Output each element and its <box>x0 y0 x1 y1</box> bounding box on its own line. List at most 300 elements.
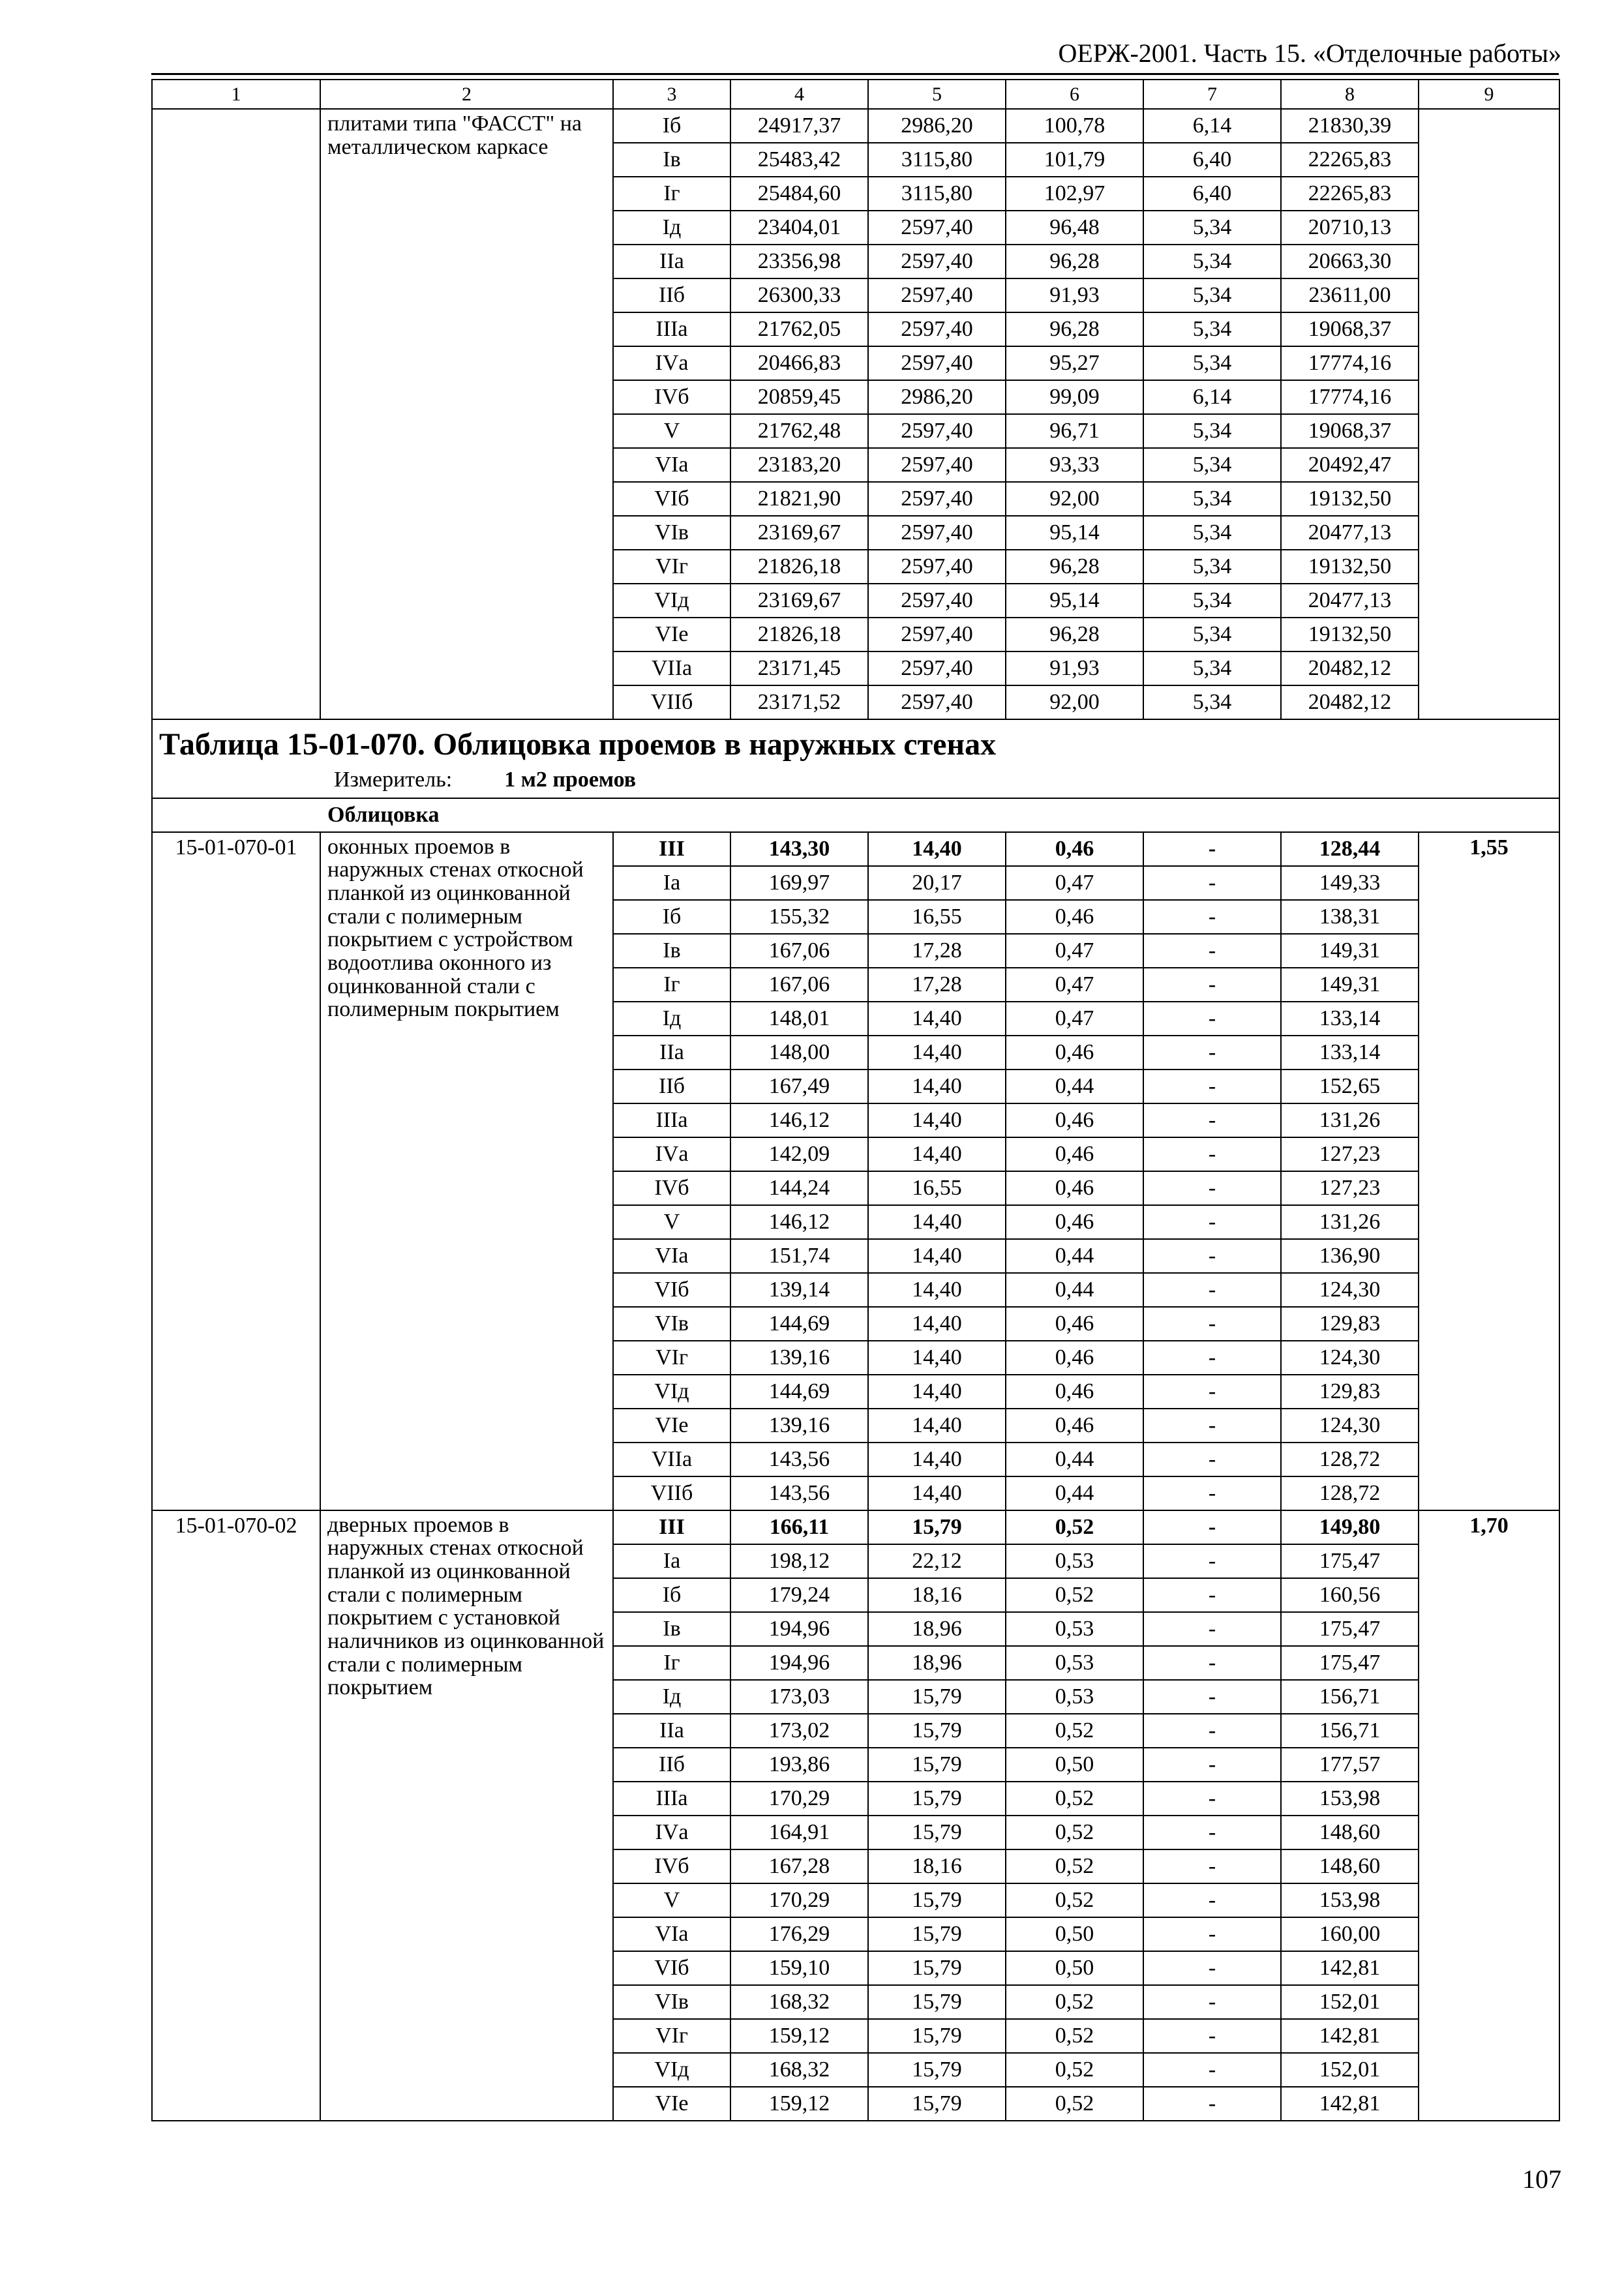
zone-cell: Iв <box>613 143 730 177</box>
zone-cell: VIIа <box>613 651 730 685</box>
wages-cell: 15,79 <box>868 1714 1006 1748</box>
wages-cell: 14,40 <box>868 1307 1006 1341</box>
driver-wages-cell: 5,34 <box>1143 312 1281 346</box>
machines-cell: 0,53 <box>1006 1544 1143 1578</box>
materials-cell: 131,26 <box>1281 1103 1419 1137</box>
driver-wages-cell: 5,34 <box>1143 278 1281 312</box>
direct-cost-cell: 23356,98 <box>730 245 868 278</box>
materials-cell: 175,47 <box>1281 1544 1419 1578</box>
machines-cell: 0,50 <box>1006 1748 1143 1782</box>
direct-cost-cell: 151,74 <box>730 1239 868 1273</box>
driver-wages-cell: - <box>1143 1171 1281 1205</box>
machines-cell: 92,00 <box>1006 482 1143 516</box>
driver-wages-cell: - <box>1143 1443 1281 1476</box>
driver-wages-cell: - <box>1143 2087 1281 2121</box>
measure-value: 1 м2 проемов <box>504 768 637 792</box>
column-number: 4 <box>730 80 868 109</box>
wages-cell: 15,79 <box>868 1951 1006 1985</box>
wages-cell: 15,79 <box>868 2019 1006 2053</box>
machines-cell: 0,44 <box>1006 1273 1143 1307</box>
machines-cell: 0,52 <box>1006 1816 1143 1849</box>
table-title: Таблица 15-01-070. Облицовка проемов в наружных стенах <box>159 727 997 762</box>
materials-cell: 20492,47 <box>1281 448 1419 482</box>
table-heading <box>152 719 1559 798</box>
materials-cell: 152,01 <box>1281 2053 1419 2087</box>
wages-cell: 2597,40 <box>868 414 1006 448</box>
direct-cost-cell: 159,10 <box>730 1951 868 1985</box>
wages-cell: 15,79 <box>868 2087 1006 2121</box>
direct-cost-cell: 21826,18 <box>730 618 868 651</box>
driver-wages-cell: 5,34 <box>1143 651 1281 685</box>
driver-wages-cell: - <box>1143 1544 1281 1578</box>
direct-cost-cell: 25484,60 <box>730 177 868 211</box>
coefficient-cell: 1,55 <box>1419 832 1559 1510</box>
zone-cell: Iа <box>613 1544 730 1578</box>
wages-cell: 15,79 <box>868 1748 1006 1782</box>
zone-cell: VIг <box>613 2019 730 2053</box>
driver-wages-cell: 5,34 <box>1143 685 1281 719</box>
driver-wages-cell: - <box>1143 1849 1281 1883</box>
zone-cell: IVб <box>613 1171 730 1205</box>
zone-cell: III <box>613 1510 730 1544</box>
zone-cell: VIIб <box>613 1476 730 1510</box>
materials-cell: 142,81 <box>1281 1951 1419 1985</box>
materials-cell: 124,30 <box>1281 1341 1419 1375</box>
wages-cell: 14,40 <box>868 1137 1006 1171</box>
driver-wages-cell: 5,34 <box>1143 482 1281 516</box>
machines-cell: 0,52 <box>1006 2019 1143 2053</box>
materials-cell: 133,14 <box>1281 1036 1419 1070</box>
driver-wages-cell: - <box>1143 1137 1281 1171</box>
table-row <box>152 1510 1559 1544</box>
wages-cell: 2597,40 <box>868 618 1006 651</box>
driver-wages-cell: 5,34 <box>1143 448 1281 482</box>
machines-cell: 95,14 <box>1006 516 1143 550</box>
direct-cost-cell: 23169,67 <box>730 516 868 550</box>
zone-cell: Iд <box>613 1002 730 1036</box>
materials-cell: 136,90 <box>1281 1239 1419 1273</box>
machines-cell: 96,28 <box>1006 550 1143 584</box>
machines-cell: 0,53 <box>1006 1646 1143 1680</box>
wages-cell: 14,40 <box>868 832 1006 866</box>
rates-table-body <box>152 80 1559 2121</box>
direct-cost-cell: 167,06 <box>730 934 868 968</box>
wages-cell: 2597,40 <box>868 278 1006 312</box>
driver-wages-cell: 5,34 <box>1143 346 1281 380</box>
materials-cell: 142,81 <box>1281 2019 1419 2053</box>
coefficient-cell: 1,70 <box>1419 1510 1559 2121</box>
column-number-row <box>152 80 1559 109</box>
direct-cost-cell: 159,12 <box>730 2087 868 2121</box>
column-number: 9 <box>1419 80 1559 109</box>
direct-cost-cell: 167,06 <box>730 968 868 1002</box>
driver-wages-cell: - <box>1143 1307 1281 1341</box>
machines-cell: 0,44 <box>1006 1239 1143 1273</box>
wages-cell: 2986,20 <box>868 109 1006 143</box>
machines-cell: 0,52 <box>1006 1782 1143 1816</box>
machines-cell: 0,44 <box>1006 1070 1143 1103</box>
machines-cell: 96,48 <box>1006 211 1143 245</box>
materials-cell: 153,98 <box>1281 1782 1419 1816</box>
machines-cell: 99,09 <box>1006 380 1143 414</box>
materials-cell: 20477,13 <box>1281 516 1419 550</box>
materials-cell: 175,47 <box>1281 1646 1419 1680</box>
materials-cell: 160,56 <box>1281 1578 1419 1612</box>
section-row <box>152 798 1559 832</box>
wages-cell: 15,79 <box>868 1816 1006 1849</box>
machines-cell: 0,47 <box>1006 866 1143 900</box>
direct-cost-cell: 23171,52 <box>730 685 868 719</box>
direct-cost-cell: 169,97 <box>730 866 868 900</box>
direct-cost-cell: 164,91 <box>730 1816 868 1849</box>
driver-wages-cell: - <box>1143 1409 1281 1443</box>
work-description: оконных проемов в наружных стенах откосной планкой из оцинкованной стали с полимерным покрытием с устройством водоотлива оконного из оцинкованной стали с полимерным покрытием <box>320 832 613 1510</box>
driver-wages-cell: - <box>1143 1375 1281 1409</box>
wages-cell: 14,40 <box>868 1002 1006 1036</box>
zone-cell: IVа <box>613 1137 730 1171</box>
direct-cost-cell: 146,12 <box>730 1103 868 1137</box>
zone-cell: IVа <box>613 1816 730 1849</box>
materials-cell: 149,33 <box>1281 866 1419 900</box>
zone-cell: IIб <box>613 278 730 312</box>
materials-cell: 19132,50 <box>1281 618 1419 651</box>
wages-cell: 3115,80 <box>868 177 1006 211</box>
wages-cell: 2597,40 <box>868 312 1006 346</box>
driver-wages-cell: - <box>1143 832 1281 866</box>
direct-cost-cell: 167,49 <box>730 1070 868 1103</box>
zone-cell: VIа <box>613 448 730 482</box>
machines-cell: 0,46 <box>1006 1307 1143 1341</box>
machines-cell: 0,52 <box>1006 1883 1143 1917</box>
direct-cost-cell: 198,12 <box>730 1544 868 1578</box>
driver-wages-cell: 5,34 <box>1143 550 1281 584</box>
direct-cost-cell: 20466,83 <box>730 346 868 380</box>
direct-cost-cell: 193,86 <box>730 1748 868 1782</box>
wages-cell: 2597,40 <box>868 651 1006 685</box>
zone-cell: Iб <box>613 1578 730 1612</box>
zone-cell: IIIа <box>613 1782 730 1816</box>
machines-cell: 93,33 <box>1006 448 1143 482</box>
materials-cell: 127,23 <box>1281 1171 1419 1205</box>
direct-cost-cell: 26300,33 <box>730 278 868 312</box>
direct-cost-cell: 166,11 <box>730 1510 868 1544</box>
materials-cell: 160,00 <box>1281 1917 1419 1951</box>
driver-wages-cell: 5,34 <box>1143 584 1281 618</box>
machines-cell: 0,52 <box>1006 1578 1143 1612</box>
zone-cell: VIе <box>613 618 730 651</box>
wages-cell: 15,79 <box>868 1680 1006 1714</box>
direct-cost-cell: 20859,45 <box>730 380 868 414</box>
driver-wages-cell: - <box>1143 1748 1281 1782</box>
direct-cost-cell: 170,29 <box>730 1782 868 1816</box>
wages-cell: 14,40 <box>868 1409 1006 1443</box>
direct-cost-cell: 23171,45 <box>730 651 868 685</box>
driver-wages-cell: - <box>1143 1036 1281 1070</box>
zone-cell: Iг <box>613 968 730 1002</box>
wages-cell: 15,79 <box>868 2053 1006 2087</box>
machines-cell: 100,78 <box>1006 109 1143 143</box>
machines-cell: 0,52 <box>1006 2087 1143 2121</box>
measure-label: Измеритель: <box>334 768 453 792</box>
rate-code: 15-01-070-02 <box>152 1510 320 2121</box>
column-number: 3 <box>613 80 730 109</box>
materials-cell: 138,31 <box>1281 900 1419 934</box>
materials-cell: 21830,39 <box>1281 109 1419 143</box>
driver-wages-cell: - <box>1143 1103 1281 1137</box>
direct-cost-cell: 159,12 <box>730 2019 868 2053</box>
driver-wages-cell: 5,34 <box>1143 516 1281 550</box>
section-label: Облицовка <box>327 802 440 827</box>
driver-wages-cell: 6,14 <box>1143 109 1281 143</box>
driver-wages-cell: - <box>1143 1985 1281 2019</box>
zone-cell: Iа <box>613 866 730 900</box>
zone-cell: Iд <box>613 1680 730 1714</box>
machines-cell: 0,44 <box>1006 1476 1143 1510</box>
materials-cell: 19132,50 <box>1281 550 1419 584</box>
wages-cell: 16,55 <box>868 1171 1006 1205</box>
driver-wages-cell: 6,40 <box>1143 177 1281 211</box>
machines-cell: 0,50 <box>1006 1951 1143 1985</box>
wages-cell: 14,40 <box>868 1443 1006 1476</box>
work-description: дверных проемов в наружных стенах откосной планкой из оцинкованной стали с полимерным покрытием с установкой наличников из оцинкованной стали с полимерным покрытием <box>320 1510 613 2121</box>
wages-cell: 18,16 <box>868 1578 1006 1612</box>
driver-wages-cell: - <box>1143 1612 1281 1646</box>
driver-wages-cell: - <box>1143 968 1281 1002</box>
materials-cell: 148,60 <box>1281 1816 1419 1849</box>
zone-cell: Iг <box>613 1646 730 1680</box>
zone-cell: VIб <box>613 482 730 516</box>
rate-code: 15-01-070-01 <box>152 832 320 1510</box>
machines-cell: 95,27 <box>1006 346 1143 380</box>
materials-cell: 22265,83 <box>1281 177 1419 211</box>
driver-wages-cell: 5,34 <box>1143 245 1281 278</box>
materials-cell: 128,72 <box>1281 1476 1419 1510</box>
machines-cell: 102,97 <box>1006 177 1143 211</box>
materials-cell: 22265,83 <box>1281 143 1419 177</box>
machines-cell: 0,52 <box>1006 2053 1143 2087</box>
machines-cell: 0,52 <box>1006 1849 1143 1883</box>
driver-wages-cell: - <box>1143 1951 1281 1985</box>
direct-cost-cell: 139,16 <box>730 1409 868 1443</box>
zone-cell: VIв <box>613 1985 730 2019</box>
driver-wages-cell: - <box>1143 934 1281 968</box>
machines-cell: 96,28 <box>1006 245 1143 278</box>
wages-cell: 15,79 <box>868 1883 1006 1917</box>
wages-cell: 14,40 <box>868 1341 1006 1375</box>
direct-cost-cell: 143,56 <box>730 1443 868 1476</box>
machines-cell: 0,50 <box>1006 1917 1143 1951</box>
materials-cell: 20710,13 <box>1281 211 1419 245</box>
wages-cell: 18,16 <box>868 1849 1006 1883</box>
header-rule <box>151 73 1559 75</box>
machines-cell: 0,46 <box>1006 1409 1143 1443</box>
wages-cell: 15,79 <box>868 1917 1006 1951</box>
direct-cost-cell: 139,14 <box>730 1273 868 1307</box>
machines-cell: 91,93 <box>1006 278 1143 312</box>
direct-cost-cell: 21826,18 <box>730 550 868 584</box>
materials-cell: 177,57 <box>1281 1748 1419 1782</box>
zone-cell: IIа <box>613 245 730 278</box>
direct-cost-cell: 167,28 <box>730 1849 868 1883</box>
machines-cell: 0,52 <box>1006 1714 1143 1748</box>
direct-cost-cell: 194,96 <box>730 1646 868 1680</box>
driver-wages-cell: 6,40 <box>1143 143 1281 177</box>
zone-cell: Iг <box>613 177 730 211</box>
machines-cell: 101,79 <box>1006 143 1143 177</box>
direct-cost-cell: 148,01 <box>730 1002 868 1036</box>
materials-cell: 124,30 <box>1281 1273 1419 1307</box>
zone-cell: Iд <box>613 211 730 245</box>
zone-cell: VIд <box>613 2053 730 2087</box>
driver-wages-cell: - <box>1143 1341 1281 1375</box>
driver-wages-cell: - <box>1143 1476 1281 1510</box>
wages-cell: 15,79 <box>868 1782 1006 1816</box>
measure-line <box>334 768 1552 792</box>
zone-cell: IVа <box>613 346 730 380</box>
machines-cell: 96,28 <box>1006 312 1143 346</box>
driver-wages-cell: - <box>1143 1070 1281 1103</box>
zone-cell: Iв <box>613 1612 730 1646</box>
machines-cell: 0,47 <box>1006 934 1143 968</box>
direct-cost-cell: 173,03 <box>730 1680 868 1714</box>
machines-cell: 0,44 <box>1006 1443 1143 1476</box>
driver-wages-cell: - <box>1143 2053 1281 2087</box>
machines-cell: 0,47 <box>1006 968 1143 1002</box>
direct-cost-cell: 170,29 <box>730 1883 868 1917</box>
wages-cell: 2597,40 <box>868 482 1006 516</box>
wages-cell: 14,40 <box>868 1239 1006 1273</box>
wages-cell: 15,79 <box>868 1510 1006 1544</box>
machines-cell: 0,46 <box>1006 1137 1143 1171</box>
zone-cell: IIIа <box>613 312 730 346</box>
direct-cost-cell: 168,32 <box>730 2053 868 2087</box>
machines-cell: 0,46 <box>1006 1375 1143 1409</box>
driver-wages-cell: - <box>1143 1782 1281 1816</box>
table-row <box>152 832 1559 866</box>
materials-cell: 156,71 <box>1281 1680 1419 1714</box>
materials-cell: 128,72 <box>1281 1443 1419 1476</box>
machines-cell: 0,53 <box>1006 1680 1143 1714</box>
machines-cell: 0,46 <box>1006 1171 1143 1205</box>
table-heading-row <box>152 719 1559 798</box>
wages-cell: 17,28 <box>868 934 1006 968</box>
wages-cell: 3115,80 <box>868 143 1006 177</box>
coefficient-cell-empty <box>1419 109 1559 719</box>
wages-cell: 15,79 <box>868 1985 1006 2019</box>
materials-cell: 153,98 <box>1281 1883 1419 1917</box>
machines-cell: 0,46 <box>1006 1036 1143 1070</box>
driver-wages-cell: - <box>1143 1205 1281 1239</box>
zone-cell: VIв <box>613 1307 730 1341</box>
driver-wages-cell: - <box>1143 1680 1281 1714</box>
direct-cost-cell: 173,02 <box>730 1714 868 1748</box>
wages-cell: 14,40 <box>868 1375 1006 1409</box>
wages-cell: 18,96 <box>868 1646 1006 1680</box>
materials-cell: 20663,30 <box>1281 245 1419 278</box>
materials-cell: 152,65 <box>1281 1070 1419 1103</box>
materials-cell: 19132,50 <box>1281 482 1419 516</box>
machines-cell: 95,14 <box>1006 584 1143 618</box>
driver-wages-cell: 6,14 <box>1143 380 1281 414</box>
driver-wages-cell: - <box>1143 1273 1281 1307</box>
driver-wages-cell: - <box>1143 1816 1281 1849</box>
machines-cell: 0,46 <box>1006 1341 1143 1375</box>
table-row <box>152 109 1559 143</box>
machines-cell: 92,00 <box>1006 685 1143 719</box>
wages-cell: 16,55 <box>868 900 1006 934</box>
zone-cell: IIа <box>613 1036 730 1070</box>
machines-cell: 0,46 <box>1006 900 1143 934</box>
materials-cell: 149,31 <box>1281 934 1419 968</box>
column-number: 5 <box>868 80 1006 109</box>
driver-wages-cell: 5,34 <box>1143 211 1281 245</box>
direct-cost-cell: 25483,42 <box>730 143 868 177</box>
driver-wages-cell: - <box>1143 1646 1281 1680</box>
zone-cell: VIIб <box>613 685 730 719</box>
wages-cell: 14,40 <box>868 1036 1006 1070</box>
driver-wages-cell: - <box>1143 1239 1281 1273</box>
machines-cell: 91,93 <box>1006 651 1143 685</box>
driver-wages-cell: 5,34 <box>1143 618 1281 651</box>
direct-cost-cell: 155,32 <box>730 900 868 934</box>
wages-cell: 2597,40 <box>868 516 1006 550</box>
materials-cell: 19068,37 <box>1281 312 1419 346</box>
materials-cell: 149,31 <box>1281 968 1419 1002</box>
direct-cost-cell: 21762,05 <box>730 312 868 346</box>
zone-cell: V <box>613 1205 730 1239</box>
materials-cell: 17774,16 <box>1281 380 1419 414</box>
driver-wages-cell: - <box>1143 1917 1281 1951</box>
wages-cell: 20,17 <box>868 866 1006 900</box>
wages-cell: 17,28 <box>868 968 1006 1002</box>
materials-cell: 175,47 <box>1281 1612 1419 1646</box>
materials-cell: 148,60 <box>1281 1849 1419 1883</box>
zone-cell: III <box>613 832 730 866</box>
driver-wages-cell: - <box>1143 1510 1281 1544</box>
column-number: 6 <box>1006 80 1143 109</box>
zone-cell: VIа <box>613 1239 730 1273</box>
wages-cell: 2597,40 <box>868 346 1006 380</box>
machines-cell: 96,28 <box>1006 618 1143 651</box>
direct-cost-cell: 24917,37 <box>730 109 868 143</box>
direct-cost-cell: 144,69 <box>730 1307 868 1341</box>
materials-cell: 19068,37 <box>1281 414 1419 448</box>
driver-wages-cell: - <box>1143 1883 1281 1917</box>
driver-wages-cell: - <box>1143 1002 1281 1036</box>
direct-cost-cell: 21762,48 <box>730 414 868 448</box>
zone-cell: VIв <box>613 516 730 550</box>
direct-cost-cell: 143,30 <box>730 832 868 866</box>
wages-cell: 2986,20 <box>868 380 1006 414</box>
wages-cell: 18,96 <box>868 1612 1006 1646</box>
zone-cell: Iв <box>613 934 730 968</box>
materials-cell: 133,14 <box>1281 1002 1419 1036</box>
wages-cell: 2597,40 <box>868 550 1006 584</box>
machines-cell: 0,52 <box>1006 1985 1143 2019</box>
section-cell <box>152 798 1559 832</box>
materials-cell: 20477,13 <box>1281 584 1419 618</box>
rates-table <box>151 79 1560 2121</box>
machines-cell: 0,46 <box>1006 832 1143 866</box>
direct-cost-cell: 179,24 <box>730 1578 868 1612</box>
zone-cell: VIб <box>613 1951 730 1985</box>
driver-wages-cell: - <box>1143 1578 1281 1612</box>
direct-cost-cell: 143,56 <box>730 1476 868 1510</box>
wages-cell: 14,40 <box>868 1070 1006 1103</box>
materials-cell: 129,83 <box>1281 1307 1419 1341</box>
machines-cell: 0,46 <box>1006 1103 1143 1137</box>
zone-cell: IIIа <box>613 1103 730 1137</box>
